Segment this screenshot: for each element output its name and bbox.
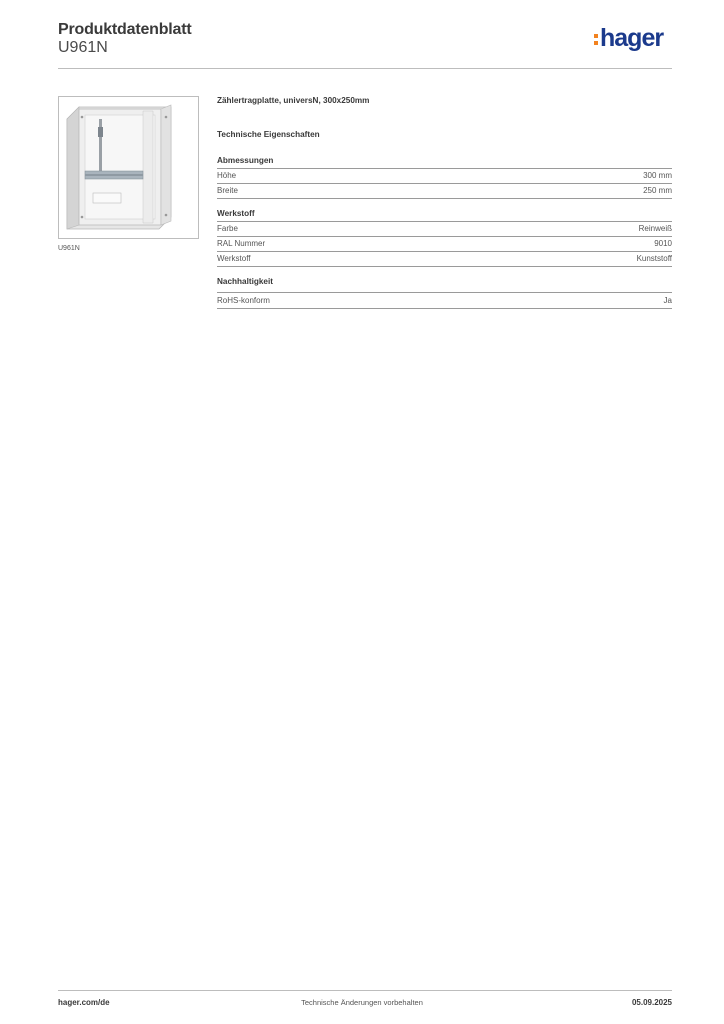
document-title: Produktdatenblatt [58, 21, 192, 38]
divider [217, 266, 672, 267]
group-title-nachhaltigkeit: Nachhaltigkeit [217, 277, 273, 286]
spec-row [217, 252, 672, 266]
logo-text: hager [600, 24, 664, 52]
group-title-abmessungen: Abmessungen [217, 156, 274, 165]
spec-value: Reinweiß [638, 224, 672, 233]
divider [217, 292, 672, 293]
spec-label: RAL Nummer [217, 239, 266, 248]
spec-label: RoHS-konform [217, 296, 270, 305]
spec-row [217, 237, 672, 251]
group-title-werkstoff: Werkstoff [217, 209, 255, 218]
hager-logo [594, 26, 663, 51]
spec-row [217, 222, 672, 236]
footer-website-link[interactable]: hager.com/de [58, 998, 110, 1007]
spec-value: 250 mm [643, 186, 672, 195]
spec-value: Ja [663, 296, 672, 305]
spec-row [217, 184, 672, 198]
spec-value: Kunststoff [636, 254, 672, 263]
logo-colon-icon [594, 26, 598, 46]
spec-value: 9010 [654, 239, 672, 248]
spec-label: Werkstoff [217, 254, 251, 263]
spec-value: 300 mm [643, 171, 672, 180]
section-title: Technische Eigenschaften [217, 130, 320, 139]
header-divider [58, 68, 672, 69]
spec-label: Breite [217, 186, 238, 195]
spec-row [217, 294, 672, 308]
footer-divider [58, 990, 672, 991]
product-code: U961N [58, 39, 108, 56]
spec-label: Höhe [217, 171, 237, 180]
product-image [58, 96, 199, 239]
product-name: Zählertragplatte, universN, 300x250mm [217, 96, 370, 105]
divider [217, 308, 672, 309]
divider [217, 198, 672, 199]
spec-label: Farbe [217, 224, 238, 233]
footer-date: 05.09.2025 [631, 998, 672, 1007]
image-caption: U961N [58, 245, 80, 252]
meter-board-illustration [59, 97, 198, 238]
spec-row [217, 169, 672, 183]
footer-notice: Technische Änderungen vorbehalten [301, 998, 423, 1007]
